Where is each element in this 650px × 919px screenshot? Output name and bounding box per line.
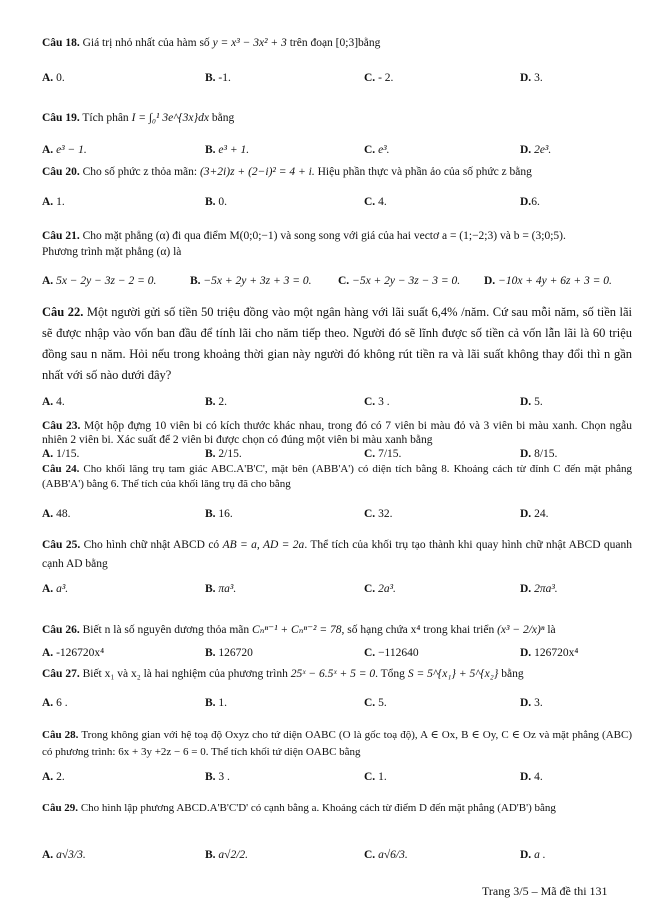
option-c[interactable]: C. e³. (364, 144, 390, 156)
option-d[interactable]: D. 24. (520, 508, 549, 520)
question-text: Biết n là số nguyên dương thỏa mãn (82, 624, 250, 636)
question-label: Câu 19. (42, 112, 80, 124)
question-text: Trong không gian với hệ toạ độ Oxyz cho tứ diện OABC (O là gốc toạ độ), A ∈ Ox, B ∈ Oy, C ∈ Oz và mặt phẳng (ABC) có phương trình: 6x + 3y +2z − 6 = 0. Thể tích khối tứ diện OABC bằng (42, 729, 632, 758)
integral-expr: I = ∫₀¹ 3e^{3x}dx (131, 112, 209, 124)
options-29 (42, 849, 632, 865)
option-c[interactable]: C. 5. (364, 697, 387, 709)
question-29 (42, 799, 632, 818)
question-text: Một hộp đựng 10 viên bi có kích thước khác nhau, trong đó có 7 viên bi màu đỏ và 3 viên bi màu xanh. Chọn ngẫu nhiên 2 viên bi. Xác suất để 2 viên bi được chọn có đúng một viên bi màu xanh bằng (42, 420, 632, 446)
option-b[interactable]: B. πa³. (205, 583, 237, 595)
question-27 (42, 666, 632, 682)
question-text-3: bằng (358, 37, 381, 49)
option-b[interactable]: B. 0. (205, 196, 228, 208)
question-text-2: trên đoạn (289, 37, 333, 49)
interval: [0;3] (335, 37, 359, 49)
option-d[interactable]: D. 2e³. (520, 144, 552, 156)
question-text: Một người gửi số tiền 50 triệu đồng vào một ngân hàng với lãi suất 6,4% /năm. Cứ sau mỗi năm, số tiền lãi sẽ được nhập vào vốn ban đầu để tính lãi cho năm tiếp theo. Người đó sẽ lĩnh được số tiền cả vốn lẫn lãi là 60 triệu đồng sau n năm. Hỏi nếu trong khoảng thời gian này người đó không rút tiền ra và lãi suất không thay đổi thì n gần nhất với số nào dưới đây? (42, 305, 633, 382)
question-21 (42, 228, 632, 260)
options-24 (42, 508, 632, 524)
option-b[interactable]: B. −5x + 2y + 3z + 3 = 0. (190, 275, 312, 287)
question-text: Cho mặt phẳng (α) đi qua điểm M(0;0;−1) và song song với giá của hai vectơ a = (1;−2;3) và b = (3;0;5). (82, 230, 566, 242)
option-a[interactable]: A. -126720x⁴ (42, 647, 105, 659)
question-18 (42, 35, 632, 51)
option-b[interactable]: B. e³ + 1. (205, 144, 250, 156)
option-b[interactable]: B. 2. (205, 396, 228, 408)
math-expr: Cₙⁿ⁻¹ + Cₙⁿ⁻² = 78 (252, 624, 342, 636)
option-c[interactable]: C. 2a³. (364, 583, 396, 595)
question-text: Cho khối lăng trụ tam giác ABC.A'B'C', mặt bên (ABB'A') có diện tích bằng 8. Khoảng cách từ đỉnh C đến mặt phẳng (ABB'A') bằng 6. Thể tích của khối lăng trụ đã cho bằng (42, 463, 633, 490)
math-expr-2: (x³ − 2/x)ⁿ (497, 624, 545, 636)
options-26 (42, 647, 632, 663)
option-d[interactable]: D. 2πa³. (520, 583, 558, 595)
option-c[interactable]: C. 1. (364, 771, 387, 783)
option-b[interactable]: B. -1. (205, 72, 231, 84)
option-d[interactable]: D. 8/15. (520, 448, 558, 460)
question-label: Câu 18. (42, 37, 80, 49)
question-label: Câu 21. (42, 230, 80, 242)
option-b[interactable]: B. 2/15. (205, 448, 242, 460)
question-text-2: Hiệu phần thực và phần ảo của số phức z bằng (317, 166, 532, 178)
question-label: Câu 22. (42, 305, 84, 319)
question-label: Câu 23. (42, 420, 81, 432)
question-label: Câu 24. (42, 463, 80, 475)
options-18 (42, 72, 632, 88)
option-d[interactable]: D. 126720x⁴ (520, 647, 579, 659)
option-a[interactable]: A. 5x − 2y − 3z − 2 = 0. (42, 275, 157, 287)
option-d[interactable]: D.6. (520, 196, 540, 208)
question-text-3: là (547, 624, 556, 636)
question-text-2: , số hạng chứa x⁴ trong khai triển (341, 624, 495, 636)
question-text: Cho số phức z thỏa mãn: (82, 166, 198, 178)
options-28 (42, 771, 632, 787)
option-a[interactable]: A. 1/15. (42, 448, 80, 460)
option-a[interactable]: A. 6 . (42, 697, 68, 709)
options-22 (42, 396, 632, 412)
option-c[interactable]: C. 32. (364, 508, 393, 520)
option-d[interactable]: D. 4. (520, 771, 543, 783)
math-expr: y = x³ − 3x² + 3 (212, 37, 287, 49)
question-label: Câu 28. (42, 729, 79, 741)
options-25 (42, 583, 632, 599)
question-text-2: Phương trình mặt phẳng (α) là (42, 246, 182, 258)
options-27 (42, 697, 632, 713)
question-text-3: bằng (501, 668, 524, 680)
option-a[interactable]: A. 4. (42, 396, 65, 408)
option-a[interactable]: A. 2. (42, 771, 65, 783)
option-d[interactable]: D. 3. (520, 697, 543, 709)
option-c[interactable]: C. 3 . (364, 396, 390, 408)
page-footer: Trang 3/5 – Mã đề thi 131 (482, 884, 608, 898)
math-expr: (3+2i)z + (2−i)² = 4 + i. (199, 166, 315, 178)
option-b[interactable]: B. 3 . (205, 771, 230, 783)
question-text-2: . Tổng (375, 668, 405, 680)
question-text: Biết x₁ và x₂ là hai nghiệm của phương trình (82, 668, 288, 680)
question-text-2: bằng (211, 112, 235, 124)
option-a[interactable]: A. a√3/3. (42, 849, 86, 861)
option-d[interactable]: D. 3. (520, 72, 543, 84)
option-c[interactable]: C. −112640 (364, 647, 419, 659)
question-19 (42, 110, 632, 126)
question-22 (42, 302, 632, 386)
option-b[interactable]: B. 16. (205, 508, 233, 520)
option-b[interactable]: B. a√2/2. (205, 849, 249, 861)
option-c[interactable]: C. 7/15. (364, 448, 402, 460)
math-expr: AB = a, AD = 2a (222, 539, 305, 551)
question-text: Cho hình chữ nhật ABCD có (83, 539, 220, 551)
question-label: Câu 25. (42, 539, 81, 551)
option-d[interactable]: D. a . (520, 849, 546, 861)
question-label: Câu 29. (42, 802, 79, 814)
options-20 (42, 196, 632, 212)
question-25 (42, 536, 632, 574)
question-20 (42, 164, 632, 180)
option-a[interactable]: A. a³. (42, 583, 69, 595)
question-26 (42, 622, 632, 638)
option-d[interactable]: D. 5. (520, 396, 543, 408)
options-19 (42, 144, 632, 160)
option-a[interactable]: A. e³ − 1. (42, 144, 87, 156)
question-text: Giá trị nhỏ nhất của hàm số (82, 37, 210, 49)
option-d[interactable]: D. −10x + 4y + 6z + 3 = 0. (484, 275, 612, 287)
math-expr: 25ˣ − 6.5ˣ + 5 = 0 (290, 668, 376, 680)
option-b[interactable]: B. 1. (205, 697, 228, 709)
option-c[interactable]: C. - 2. (364, 72, 394, 84)
option-c[interactable]: C. 4. (364, 196, 387, 208)
options-21 (42, 275, 632, 291)
math-expr-2: S = 5^{x₁} + 5^{x₂} (407, 668, 499, 680)
question-28 (42, 727, 632, 761)
option-c[interactable]: C. −5x + 2y − 3z − 3 = 0. (338, 275, 461, 287)
option-a[interactable]: A. 0. (42, 72, 65, 84)
option-a[interactable]: A. 1. (42, 196, 65, 208)
option-c[interactable]: C. a√6/3. (364, 849, 408, 861)
question-label: Câu 27. (42, 668, 80, 680)
question-text: Tích phân (82, 112, 129, 124)
question-24 (42, 462, 632, 492)
question-label: Câu 26. (42, 624, 80, 636)
question-text-2: . Thể tích của khối trụ tạo thành khi quay hình chữ nhật ABCD quanh cạnh AD bằng (42, 539, 633, 570)
question-label: Câu 20. (42, 166, 80, 178)
option-a[interactable]: A. 48. (42, 508, 71, 520)
option-b[interactable]: B. 126720 (205, 647, 253, 659)
question-text: Cho hình lập phương ABCD.A'B'C'D' có cạnh bằng a. Khoảng cách từ điểm D đến mặt phẳng (AD'B') bằng (80, 802, 556, 814)
question-23 (42, 419, 632, 447)
